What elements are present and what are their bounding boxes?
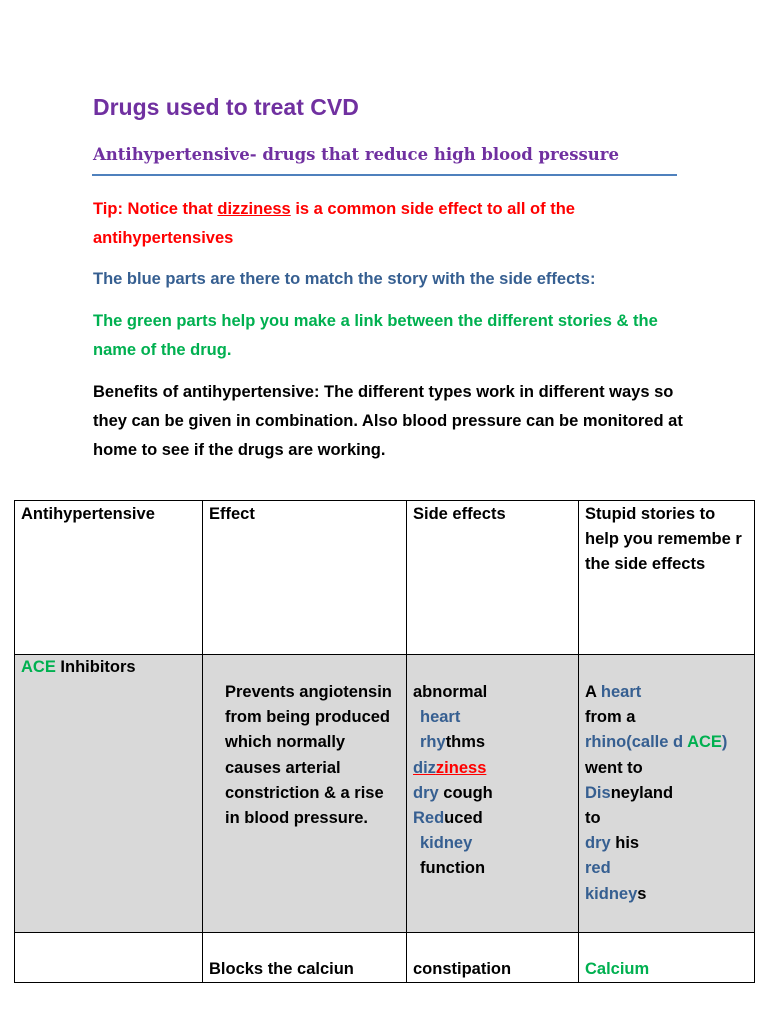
story-highlight: heart [600, 683, 642, 701]
tip-paragraph [93, 195, 653, 253]
side-effect-line: heart [420, 708, 461, 727]
benefits-paragraph: Benefits of antihypertensive: The different types work in different ways so they can be given in combination. Also blood pressure can be monitored at home to see if the drugs are working. [93, 383, 683, 459]
side-effect-highlight: dry [413, 783, 439, 802]
drug-name-cell [15, 933, 203, 983]
side-effect-rest: thms [445, 733, 486, 752]
story-drug-link: ACE [687, 733, 722, 752]
side-effect-rest: cough [438, 783, 493, 802]
side-effect-highlight: Red [413, 809, 445, 828]
story-plain: A [585, 683, 601, 701]
tip-text-start: Tip: Notice that [93, 200, 218, 218]
story-line: to [585, 809, 601, 828]
story-plain: his [610, 834, 640, 853]
side-effects-text: constipation [413, 960, 512, 978]
story-highlight: Dis [585, 783, 611, 802]
tip-underlined-word: dizziness [217, 200, 291, 218]
side-effects-cell [407, 933, 579, 983]
effect-cell [203, 933, 407, 983]
story-plain: neyland [610, 783, 674, 802]
side-effect-highlight: diz [413, 758, 436, 777]
story-line [585, 730, 748, 755]
header-cell: Effect [203, 501, 407, 655]
side-effect-line [413, 730, 572, 755]
story-line [585, 680, 748, 705]
story-cell [579, 655, 755, 933]
story-highlight: kidney [585, 884, 638, 903]
story-cell [579, 933, 755, 983]
side-effect-red-part: ziness [435, 758, 487, 777]
page-title: Drugs used to treat CVD [93, 94, 359, 120]
header-cell: Stupid stories to help you remembe r the side effects [579, 501, 755, 655]
table-header-row [15, 501, 755, 655]
effect-cell [203, 655, 407, 933]
story-plain: s [637, 884, 647, 903]
side-effect-line [413, 781, 572, 806]
story-highlight: rhino(calle d [585, 733, 688, 752]
story-highlight: ) [721, 733, 728, 752]
story-line: went to [585, 758, 643, 777]
side-effect-line: abnormal [413, 683, 488, 701]
story-line [585, 781, 748, 806]
tip-text-end: is a common side effect to all of the antihypertensives [93, 200, 575, 247]
drug-table [14, 500, 755, 983]
side-effect-highlight: rhy [420, 733, 446, 752]
heading-underline [92, 174, 677, 176]
side-effect-line: function [420, 859, 486, 878]
story-line [585, 831, 748, 856]
story-line: red [585, 859, 611, 878]
story-line: from a [585, 708, 636, 727]
effect-text: Prevents angiotensin from being produced which normally causes arterial constriction & a rise in blood pressure. [225, 683, 392, 828]
green-parts-note: The green parts help you make a link between the different stories & the name of the drug. [93, 312, 658, 359]
drug-name-cell [15, 655, 203, 933]
side-effects-cell [407, 655, 579, 933]
side-effect-rest: uced [444, 809, 483, 828]
story-text [585, 655, 748, 907]
drug-name-highlight: ACE [21, 658, 56, 676]
table-row-ace-inhibitors [15, 655, 755, 933]
story-highlight: dry [585, 834, 611, 853]
story-text: Calcium [585, 960, 650, 978]
page-subtitle: Antihypertensive- drugs that reduce high blood pressure [93, 145, 619, 164]
drug-name-rest: Inhibitors [55, 658, 136, 676]
side-effect-line [413, 756, 572, 781]
table-row-calcium-blockers [15, 933, 755, 983]
side-effect-line: kidney [420, 834, 473, 853]
header-cell: Side effects [407, 501, 579, 655]
story-line [585, 882, 748, 907]
blue-parts-note: The blue parts are there to match the story with the side effects: [93, 270, 596, 288]
side-effect-line [413, 806, 572, 831]
header-cell: Antihypertensive [15, 501, 203, 655]
side-effects-list [413, 655, 572, 882]
effect-text: Blocks the calciun [209, 960, 354, 978]
